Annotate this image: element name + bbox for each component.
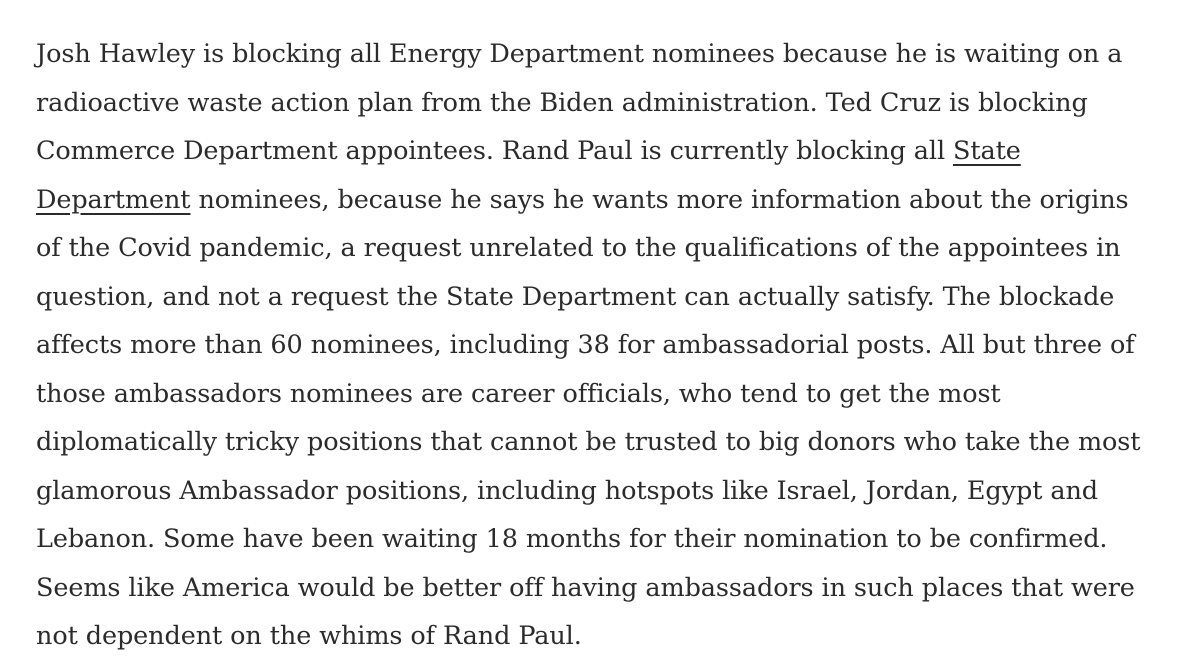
state-department-link-start[interactable]: State [953, 136, 1021, 166]
state-department-link-end[interactable]: Department [36, 184, 191, 215]
paragraph-line: Seems like America would be better off having ambassadors in such places that were [36, 572, 1135, 603]
paragraph-line: Josh Hawley is blocking all Energy Department nominees because he is waiting on a [36, 39, 1123, 69]
paragraph-line: diplomatically tricky positions that cannot be trusted to big donors who take the most [36, 427, 1141, 457]
paragraph-line: not dependent on the whims of Rand Paul. [36, 621, 582, 651]
paragraph-line: glamorous Ambassador positions, including hotspots like Israel, Jordan, Egypt and [36, 475, 1098, 506]
paragraph-line [36, 127, 1186, 176]
paragraph-text: nominees, because he says he wants more information about the origins [190, 184, 1129, 215]
paragraph-line: radioactive waste action plan from the Biden administration. Ted Cruz is blocking [36, 87, 1088, 118]
paragraph-line: question, and not a request the State Department can actually satisfy. The blockade [36, 281, 1115, 312]
paragraph-line: Lebanon. Some have been waiting 18 months for their nomination to be confirmed. [36, 524, 1108, 554]
paragraph-line [36, 176, 1186, 225]
paragraph-line: those ambassadors nominees are career officials, who tend to get the most [36, 378, 1001, 409]
paragraph-line: of the Covid pandemic, a request unrelated to the qualifications of the appointees in [36, 233, 1121, 263]
paragraph-text: Commerce Department appointees. Rand Paul is currently blocking all [36, 136, 954, 166]
article-paragraph [36, 30, 1186, 661]
paragraph-line: affects more than 60 nominees, including 38 for ambassadorial posts. All but three of [36, 330, 1135, 360]
